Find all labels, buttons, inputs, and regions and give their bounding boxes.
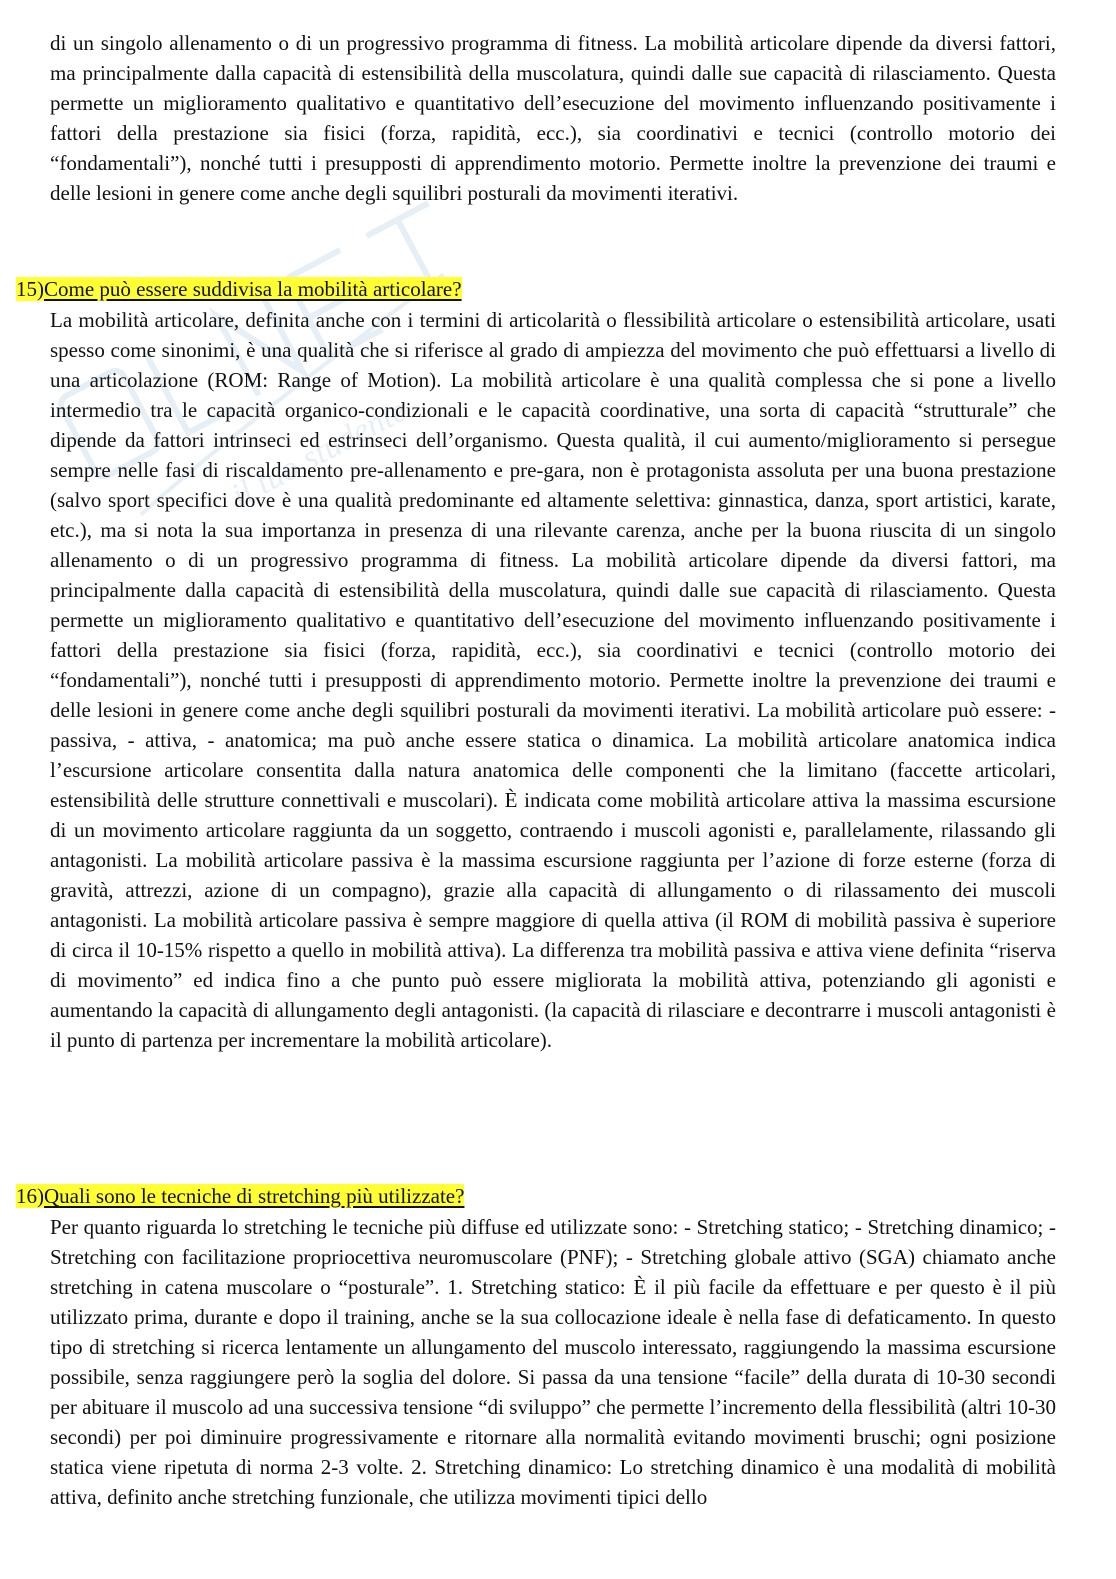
question-number: 15) [16, 277, 44, 301]
answer-paragraph-15: La mobilità articolare, definita anche con i termini di articolarità o flessibilità articolare o estensibilità articolare, usati spesso come sinonimi, è una qualità che si riferisce al grado di ampiezza del movimento che può effettuarsi a livello di una articolazione (ROM: Range of Motion). La mobilità articolare è una qualità complessa che si pone a livello intermedio tra le capacità organico-condizionali e le capacità coordinative, una sorta di capacità “strutturale” che dipende da fattori intrinseci ed estrinseci dell’organismo. Questa qualità, il cui aumento/miglioramento si persegue sempre nelle fasi di riscaldamento pre-allenamento e pre-gara, non è protagonista assoluta per una buona prestazione (salvo sport specifici dove è una qualità predominante ed altamente selettiva: ginnastica, danza, sport artistici, karate, etc.), ma si nota la sua importanza in presenza di una rilevante carenza, anche per la buona riuscita di un singolo allenamento o di un progressivo programma di fitness. La mobilità articolare dipende da diversi fattori, ma principalmente dalla capacità di estensibilità della muscolatura, quindi dalle sue capacità di rilasciamento. Questa permette un miglioramento qualitativo e quantitativo dell’esecuzione del movimento influenzando positivamente i fattori della prestazione sia fisici (forza, rapidità, ecc.), sia coordinativi e tecnici (controllo motorio dei “fondamentali”), nonché tutti i presupposti di apprendimento motorio. Permette inoltre la prevenzione dei traumi e delle lesioni in genere come anche degli squilibri posturali da movimenti iterativi. La mobilità articolare può essere: - passiva, - attiva, - anatomica; ma può anche essere statica o dinamica. La mobilità articolare anatomica indica l’escursione articolare consentita dalla natura anatomica delle componenti che la limitano (faccette articolari, estensibilità delle strutture connettivali e muscolari). È indicata come mobilità articolare attiva la massima escursione di un movimento articolare raggiunta da un soggetto, contraendo i muscoli agonisti e, parallelamente, rilassando gli antagonisti. La mobilità articolare passiva è la massima escursione raggiunta per l’azione di forze esterne (forza di gravità, attrezzi, azione di un compagno), grazie alla capacità di allungamento o di rilassamento dei muscoli antagonisti. La mobilità articolare passiva è sempre maggiore di quella attiva (il ROM di mobilità passiva è superiore di circa il 10-15% rispetto a quello in mobilità attiva). La differenza tra mobilità passiva e attiva viene definita “riserva di movimento” ed indica fino a che punto può essere migliorata la mobilità attiva, potenziando gli agonisti e aumentando la capacità di allungamento degli antagonisti. (la capacità di rilasciare e decontrarre i muscoli antagonisti è il punto di partenza per incrementare la mobilità articolare). [50, 308, 1056, 1052]
question-text: Come può essere suddivisa la mobilità articolare? [44, 277, 462, 301]
question-number: 16) [16, 1184, 44, 1208]
answer-paragraph-16: Per quanto riguarda lo stretching le tecniche più diffuse ed utilizzate sono: - Stretching statico; - Stretching dinamico; - Stretching con facilitazione propriocettiva neuromuscolare (PNF); - Stretching globale attivo (SGA) chiamato anche stretching in catena muscolare o “posturale”. 1. Stretching statico: È il più facile da effettuare e per questo è il più utilizzato prima, durante e dopo il training, anche se la sua collocazione ideale è nella fase di defaticamento. In questo tipo di stretching si ricerca lentamente un allungamento del muscolo interessato, raggiungendo la massima escursione possibile, senza raggiungere però la soglia del dolore. Si passa da una tensione “facile” della durata di 10-30 secondi per abituare il muscolo ad una successiva tensione “di sviluppo” che permette l’incremento della flessibilità (altri 10-30 secondi) per poi diminuire progressivamente e ritornare alla normalità evitando movimenti bruschi; ogni posizione statica viene ripetuta di norma 2-3 volte. 2. Stretching dinamico: Lo stretching dinamico è una modalità di mobilità attiva, definito anche stretching funzionale, che utilizza movimenti tipici dello [50, 1215, 1056, 1509]
continuation-paragraph: di un singolo allenamento o di un progressivo programma di fitness. La mobilità articolare dipende da diversi fattori, ma principalmente dalla capacità di estensibilità della muscolatura, quindi dalle sue capacità di rilasciamento. Questa permette un miglioramento qualitativo e quantitativo dell’esecuzione del movimento influenzando positivamente i fattori della prestazione sia fisici (forza, rapidità, ecc.), sia coordinativi e tecnici (controllo motorio dei “fondamentali”), nonché tutti i presupposti di apprendimento motorio. Permette inoltre la prevenzione dei traumi e delle lesioni in genere come anche degli squilibri posturali da movimenti iterativi. [50, 31, 1056, 205]
watermark-tagline: il tuo studente [225, 391, 414, 515]
question-heading-15 [16, 275, 462, 303]
question-heading-16 [16, 1182, 464, 1210]
question-text: Quali sono le tecniche di stretching più utilizzate? [44, 1184, 465, 1208]
